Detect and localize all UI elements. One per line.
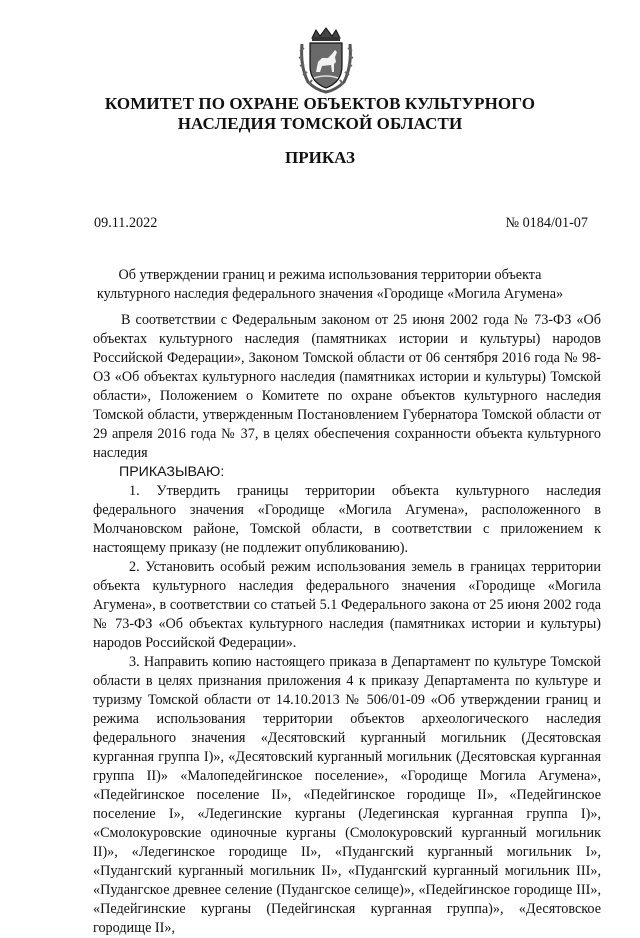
document-date: 09.11.2022 (94, 215, 158, 231)
document-body (93, 311, 601, 938)
coat-of-arms-icon (298, 26, 354, 94)
document-subject (80, 266, 580, 304)
intro-paragraph: В соответствии с Федеральным законом от 25 июня 2002 года № 73-ФЗ «Об объектах культурного наследия (памятниках истории и культуры) народов Российской Федерации», Законом Томской области от 06 сентября 2016 года № 98-ОЗ «Об объектах культурного наследия (памятниках истории и культуры) Томской области», Положением о Комитете по охране объектов культурного наследия Томской области, утвержденным Постановлением Губернатора Томской области от 29 апреля 2016 года № 37, в целях обеспечения сохранности объекта культурного наследия (93, 312, 601, 461)
order-item-3: 3. Направить копию настоящего приказа в Департамент по культуре Томской области в целях признания приложения 4 к приказу Департамента по культуре и туризму Томской области от 14.10.2013 № 506/01-09 «Об утверждении границ и режима использования территории объектов археологического наследия федерального значения «Десятовский курганный могильник (Десятовская курганная группа I)», «Десятовский курганный могильник (Десятовская курганная группа II)» «Малопедейгинское поселение», «Городище Могила Агумена», «Педейгинское поселение II», «Педейгинское городище II», «Педейгинское поселение I», «Ледегинские курганы (Ледегинская курганная группа I)», «Смолокуровские одиночные курганы (Смолокуровский курганный могильник II)», «Ледегинское городище II», «Пудангский курганный могильник I», «Пудангский курганный могильник II», «Пудангский курганный могильник III», «Пудангское древнее селение (Пудангское селище)», «Педейгинское городище III», «Педейгинские курганы (Педейгинская курганная группа)», «Десятовское городище II», (93, 654, 601, 936)
decree-word: ПРИКАЗЫВАЮ: (119, 464, 225, 480)
organization-title-line2: НАСЛЕДИЯ ТОМСКОЙ ОБЛАСТИ (177, 114, 463, 133)
document-type-heading: ПРИКАЗ (285, 148, 355, 167)
document-number: № 0184/01-07 (505, 215, 588, 231)
subject-line2: культурного наследия федерального значения «Городище «Могила Агумена» (96, 286, 564, 302)
order-item-2: 2. Установить особый режим использования земель в границах территории объекта культурного наследия федерального значения «Городище «Могила Агумена», в соответствии со статьей 5.1 Федерального закона от 25 июня 2002 года № 73-ФЗ «Об объектах культурного наследия (памятниках истории и культуры) народов Российской Федерации». (93, 559, 601, 651)
organization-title (40, 94, 600, 134)
order-item-1: 1. Утвердить границы территории объекта культурного наследия федерального значения «Городище «Могила Агумена», расположенного в Молчановском районе, Томской области, в соответствии с приложением к настоящему приказу (не подлежит опубликованию). (93, 483, 601, 556)
subject-line1: Об утверждении границ и режима использования территории объекта (118, 267, 542, 283)
organization-title-line1: КОМИТЕТ ПО ОХРАНЕ ОБЪЕКТОВ КУЛЬТУРНОГО (104, 94, 536, 113)
